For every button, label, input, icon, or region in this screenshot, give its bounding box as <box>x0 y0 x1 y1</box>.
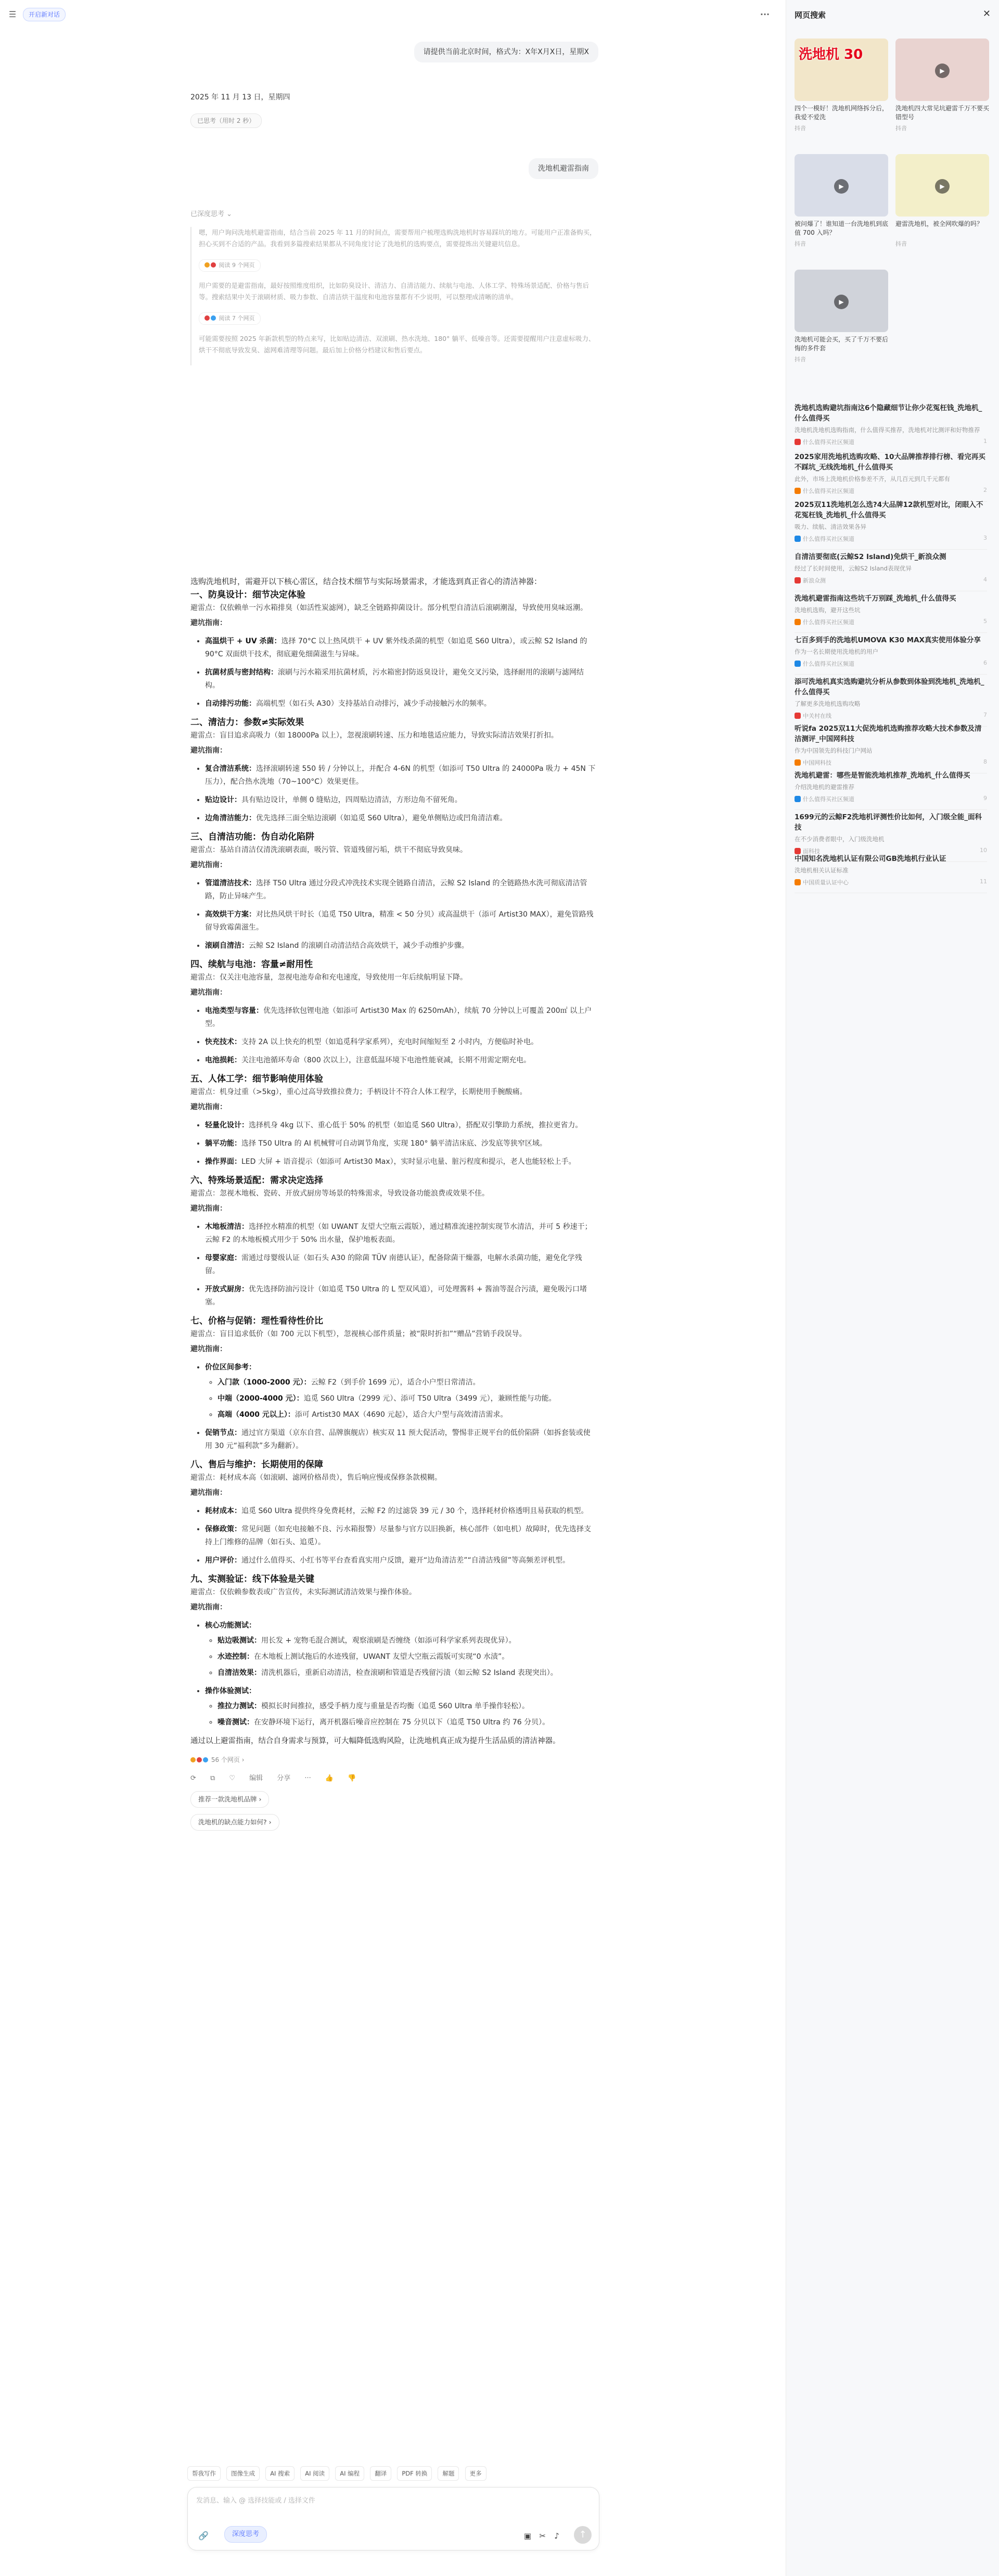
copy-icon[interactable]: ⧉ <box>210 1774 215 1782</box>
tip-list <box>190 1361 596 1453</box>
section-pitfall: 避雷点：耗材成本高（如滚刷、滤网价格昂贵），售后响应慢或保修条款模糊。 <box>190 1474 442 1482</box>
video-card[interactable]: 洗地机 30 四个一模好！洗地机网络拆分后，我爱不爱洗 抖音 <box>795 39 888 132</box>
video-thumbnail: ▶ <box>795 270 888 332</box>
site-favicon-icon <box>795 879 801 885</box>
thinking-paragraph: 用户需要的是避雷指南，最好按照维度组织，比如防臭设计、清洁力、自清洁能力、续航与电池、人体工学、特殊场景适配、价格与售后等。搜索结果中关于滚刷材质、吸力参数、自清洁烘干温度和电池容量都有不少说明，可以整理成清晰的清单。 <box>199 282 590 301</box>
image-icon[interactable]: ▣ <box>523 2531 531 2541</box>
more-options-icon[interactable]: ··· <box>760 9 770 19</box>
mic-icon[interactable]: ♪ <box>554 2531 559 2541</box>
section-guide-label: 避坑指南： <box>190 619 227 627</box>
section-pitfall: 避雷点：盲目追求低价（如 700 元以下机型），忽视核心部件质量；被“限时折扣”“赠品”营销手段误导。 <box>190 1330 527 1338</box>
section-guide-label: 避坑指南： <box>190 1345 227 1353</box>
tip-list <box>190 763 596 825</box>
search-result[interactable]: 洗地机避雷：哪些是智能洗地机推荐_洗地机_什么值得买 介绍洗地机的避雷推荐 什么值得买社区频道 9 <box>795 770 987 810</box>
tip-item: • 木地板清洁：选择控水精准的机型（如 UWANT 友望大空瓶云霞版），通过精准流速控制实现节水清洁，并可 5 秒速干；云鲸 F2 的木地板模式用少于 50% 出水量，保护地板表面。 <box>205 1221 596 1247</box>
tip-item: • 贴边设计：具有贴边设计，单侧 0 缝贴边，四周贴边清洁，方形边角不留死角。 <box>205 794 596 807</box>
video-thumbnail: 洗地机 30 <box>795 39 888 101</box>
message-actions <box>190 1772 596 1785</box>
top-bar <box>0 0 786 29</box>
tip-item: • 边角清洁能力：优先选择三面全贴边滚刷（如追觅 S60 Ultra），避免单侧贴边或凹角清洁难。 <box>205 812 596 825</box>
favorite-icon[interactable]: ♡ <box>229 1774 236 1782</box>
video-card[interactable]: ▶ 避雷洗地机，被全网吹爆的吗？ 抖音 <box>895 154 989 248</box>
section-heading: 九、实测验证：线下体验是关键 <box>190 1574 314 1584</box>
deep-think-toggle[interactable]: 深度思考 <box>224 2526 267 2543</box>
tool-more[interactable]: 更多 <box>465 2466 486 2481</box>
section-pitfall: 避雷点：仅关注电池容量，忽视电池寿命和充电速度，导致使用一年后续航明显下降。 <box>190 973 467 982</box>
section-guide-label: 避坑指南： <box>190 1489 227 1497</box>
search-result[interactable]: 添可洗地机真实选购避坑分析从参数到体验到洗地机_洗地机_什么值得买 了解更多洗地机选购攻略 中关村在线 7 <box>795 677 987 727</box>
tool-bar <box>187 2466 604 2480</box>
sub-tip-item: ◦ 高端（4000 元以上）：添可 Artist30 MAX（4690 元起），适合大户型与高效清洁需求。 <box>217 1408 596 1422</box>
share-button[interactable]: 分享 <box>277 1774 291 1782</box>
section-pitfall: 避雷点：仅依赖单一污水箱排臭（如活性炭滤网），缺乏全链路抑菌设计。部分机型自清洁后滚刷潮湿，导致使用臭味返潮。 <box>190 604 587 612</box>
section-guide-label: 避坑指南： <box>190 1603 227 1611</box>
section-heading: 八、售后与维护：长期使用的保障 <box>190 1460 323 1470</box>
section-guide-label: 避坑指南： <box>190 1204 227 1213</box>
web-search-panel <box>786 0 999 2576</box>
section-heading: 三、自清洁功能：伪自动化陷阱 <box>190 832 314 842</box>
close-icon[interactable]: ✕ <box>982 8 991 19</box>
tip-item: • 核心功能测试： ◦ 贴边吸测试：用长发 + 宠物毛混合测试，观察滚刷是否缠绕（如添可科学家系列表现优异）。 ◦ 水迹控制：在木地板上测试拖后的水迹残留，UWANT 友望大空瓶云霞版可实现“0 水渍”。 ◦ 自清洁效果：清洗机器后，重新启动清洁，检查滚刷和管道是否残留污渍（如云鲸 S2 Island 表现突出）。 <box>205 1619 596 1680</box>
thinking-toggle[interactable]: 已思考（用时 2 秒） <box>190 113 262 128</box>
references-link[interactable]: 56 个网页 › <box>190 1755 596 1764</box>
video-card[interactable]: ▶ 被问爆了！谁知道一台洗地机到底值 700 入吗？ 抖音 <box>795 154 888 248</box>
tool-writing[interactable]: 帮我写作 <box>187 2466 221 2481</box>
sub-tip-item: ◦ 入门款（1000-2000 元）：云鲸 F2（到手价 1699 元），适合小户型日常清洁。 <box>217 1376 596 1389</box>
video-card[interactable]: ▶ 洗地机四大常见坑避雷千万不要买错型号 抖音 <box>895 39 989 132</box>
site-favicon-icon <box>795 488 801 494</box>
thinking-paragraph: 嗯，用户询问洗地机避雷指南，结合当前 2025 年 11 月的时间点，需要帮用户梳理选购洗地机时容易踩坑的地方。可能用户正准备购买，担心买到不合适的产品。我看到多篇搜索结果都从不同角度讨论了洗地机的选购要点，需要提炼出关键避坑信息。 <box>199 229 596 248</box>
tip-item: • 管道清洁技术：选择 T50 Ultra 通过分段式冲洗技术实现全链路自清洁，云鲸 S2 Island 的全链路热水洗可彻底清洁管路，防止异味产生。 <box>205 877 596 903</box>
video-card[interactable]: ▶ 洗地机可能会买，买了千万不要后悔的多件套 抖音 <box>795 270 888 363</box>
user-message: 洗地机避雷指南 <box>529 158 598 179</box>
section-pitfall: 避雷点：机身过重（>5kg），重心过高导致推拉费力；手柄设计不符合人体工程学，长期使用手腕酸痛。 <box>190 1088 527 1096</box>
source-chip[interactable]: 阅读 7 个网页 <box>199 312 261 325</box>
sub-tip-item: ◦ 贴边吸测试：用长发 + 宠物毛混合测试，观察滚刷是否缠绕（如添可科学家系列表现优异）。 <box>217 1634 596 1647</box>
tip-item: • 操作体验测试： ◦ 推拉力测试：模拟长时间推拉，感受手柄力度与重量是否均衡（追觅 S60 Ultra 单手操作轻松）。 ◦ 噪音测试：在安静环境下运行，离开机器后噪音应控制在 75 分贝以下（追觅 T50 Ultra 约 76 分贝）。 <box>205 1685 596 1729</box>
sub-tip-item: ◦ 自清洁效果：清洗机器后，重新启动清洁，检查滚刷和管道是否残留污渍（如云鲸 S2 Island 表现突出）。 <box>217 1667 596 1680</box>
send-button[interactable]: ↑ <box>574 2526 592 2544</box>
answer-intro: 选购洗地机时，需避开以下核心雷区，结合技术细节与实际场景需求，才能选到真正省心的清洁神器： <box>190 577 542 586</box>
tip-item: • 快充技术：支持 2A 以上快充的机型（如追觅科学家系列），充电时间缩短至 2 小时内，方便临时补电。 <box>205 1036 596 1049</box>
section-pitfall: 避雷点：盲目追求高吸力（如 18000Pa 以上），忽视滚刷转速、压力和地毯适应能力，导致实际清洁效果打折扣。 <box>190 731 558 740</box>
tip-item: • 抗菌材质与密封结构：滚刷与污水箱采用抗菌材质，污水箱密封防返臭设计，避免交叉污染，选择耐用的滚刷与滤网结构。 <box>205 666 596 692</box>
thinking-block <box>190 227 599 365</box>
tool-read[interactable]: AI 阅读 <box>300 2466 329 2481</box>
search-result[interactable]: 七百多到手的洗地机UMOVA K30 MAX真实使用体验分享 作为一名长期使用洗地机的用户 什么值得买社区频道 6 <box>795 635 987 675</box>
message-composer[interactable] <box>187 2487 599 2550</box>
edit-button[interactable]: 编辑 <box>249 1774 263 1782</box>
section-guide-label: 避坑指南： <box>190 746 227 755</box>
section-pitfall: 避雷点：基站自清洁仅清洗滚刷表面，吸污管、管道残留污垢，烘干不彻底导致臭味。 <box>190 846 467 854</box>
section-heading: 四、续航与电池：容量≠耐用性 <box>190 959 313 970</box>
tip-list <box>190 635 596 710</box>
search-result[interactable]: 2025家用洗地机选购攻略、10大品牌推荐排行榜、看完再买不踩坑_无线洗地机_什么值得买 此外，市场上洗地机价格参差不齐，从几百元到几千元都有 什么值得买社区频道 2 <box>795 452 987 502</box>
section-heading: 七、价格与促销：理性看待性价比 <box>190 1316 323 1326</box>
more-icon[interactable]: ··· <box>304 1774 311 1782</box>
attach-icon[interactable]: 🔗 <box>198 2531 209 2541</box>
site-favicon-icon <box>795 796 801 802</box>
tip-item: • 操作界面：LED 大屏 + 语音提示（如添可 Artist30 Max），实时显示电量、脏污程度和提示，老人也能轻松上手。 <box>205 1156 596 1169</box>
user-message: 请提供当前北京时间，格式为：X年X月X日，星期X <box>414 42 598 62</box>
section-guide-label: 避坑指南： <box>190 988 227 997</box>
video-thumbnail: ▶ <box>795 154 888 217</box>
answer-body <box>190 575 596 1831</box>
thinking-paragraph: 可能需要按照 2025 年新款机型的特点来写，比如贴边清洁、双滚刷、热水洗地、180° 躺平、低噪音等。还需要提醒用户注意虚标吸力、烘干不彻底导致发臭、滤网难清理等问题。最后加上价格分档建议和售后要点。 <box>199 335 595 354</box>
site-favicon-icon <box>795 577 801 583</box>
tip-item: • 自动排污功能：高端机型（如石头 A30）支持基站自动排污，减少手动接触污水的频率。 <box>205 697 596 710</box>
search-result[interactable]: 洗地机避雷指南这些坑千万别踩_洗地机_什么值得买 洗地机选购，避开这些坑 什么值得买社区频道 5 <box>795 593 987 633</box>
tip-list <box>190 1221 596 1309</box>
sub-tip-item: ◦ 中端（2000-4000 元）：追觅 S60 Ultra（2999 元）、添可 T50 Ultra（3499 元），兼顾性能与功能。 <box>217 1392 596 1405</box>
source-chip[interactable]: 阅读 9 个网页 <box>199 259 261 272</box>
sub-tip-item: ◦ 噪音测试：在安静环境下运行，离开机器后噪音应控制在 75 分贝以下（追觅 T50 Ultra 约 76 分贝）。 <box>217 1716 596 1729</box>
tip-list <box>190 1619 596 1729</box>
section-pitfall: 避雷点：忽视木地板、瓷砖、开放式厨房等场景的特殊需求，导致设备功能浪费或效果不佳。 <box>190 1189 489 1198</box>
tip-item: • 用户评价：通过什么值得买、小红书等平台查看真实用户反馈，避开“边角清洁差”“自清洁残留”等高频差评机型。 <box>205 1554 596 1567</box>
search-result[interactable]: 洗地机选购避坑指南这6个隐藏细节让你少花冤枉钱_洗地机_什么值得买 洗地机洗地机选购指南，什么值得买推荐，洗地机对比测评和好物推荐 什么值得买社区频道 1 <box>795 403 987 453</box>
tip-item: • 轻量化设计：选择机身 4kg 以下、重心低于 50% 的机型（如追觅 S60 Ultra），搭配双引擎助力系统，推拉更省力。 <box>205 1119 596 1132</box>
tip-item: • 开放式厨房：优先选择防油污设计（如追觅 T50 Ultra 的 L 型双风道），可处理酱料 + 酱油等混合污渍，避免吸污口堵塞。 <box>205 1283 596 1309</box>
search-result[interactable]: 听说fa 2025双11大促洗地机选购推荐攻略大技术参数及清洁测评_中国网科技 作为中国领先的科技门户网站 中国网科技 8 <box>795 724 987 773</box>
search-result[interactable]: 自清洁要彻底(云鲸S2 Island)免烘干_新浪众测 经过了长时间使用，云鲸S2 Island表现优异 新浪众测 4 <box>795 552 987 591</box>
tip-item: • 电池类型与容量：优先选择软包锂电池（如添可 Artist30 Max 的 6250mAh），续航 70 分钟以上可覆盖 200㎡ 以上户型。 <box>205 1005 596 1031</box>
site-favicon-icon <box>795 759 801 766</box>
sub-tip-item: ◦ 推拉力测试：模拟长时间推拉，感受手柄力度与重量是否均衡（追觅 S60 Ultra 单手操作轻松）。 <box>217 1700 596 1713</box>
thumbs-down-icon[interactable]: 👎 <box>348 1774 356 1782</box>
tip-item: • 母婴家庭：需通过母婴级认证（如石头 A30 的除菌 TÜV 南德认证），配备除菌干燥器，电解水杀菌功能，避免化学残留。 <box>205 1252 596 1278</box>
scissors-icon[interactable]: ✂ <box>539 2531 546 2541</box>
new-chat-button[interactable]: 开启新对话 <box>23 8 66 21</box>
tip-item: • 价位区间参考： ◦ 入门款（1000-2000 元）：云鲸 F2（到手价 1699 元），适合小户型日常清洁。 ◦ 中端（2000-4000 元）：追觅 S60 Ultra（2999 元）、添可 T50 Ultra（3499 元），兼顾性能与功能。 ◦ 高端（4000 元以上）：添可 Artist30 MAX（4690 元起），适合大户型与高效清洁需求。 <box>205 1361 596 1422</box>
tool-pdf[interactable]: PDF 转换 <box>397 2466 432 2481</box>
search-result[interactable]: 2025双11洗地机怎么选?4大品牌12款机型对比，闭眼入不花冤枉钱_洗地机_什么值得买 吸力、续航、清洁效果各异 什么值得买社区频道 3 <box>795 500 987 550</box>
tip-item: • 促销节点：通过官方渠道（京东自营、品牌旗舰店）核实双 11 预大促活动，警惕非正规平台的低价陷阱（如拆套装或使用 30 元“福利款”多为翻新）。 <box>205 1427 596 1453</box>
assistant-answer-date: 2025 年 11 月 13 日，星期四 <box>190 93 290 101</box>
section-guide-label: 避坑指南： <box>190 1103 227 1111</box>
tip-list <box>190 1005 596 1067</box>
section-pitfall: 避雷点：仅依赖参数表或广告宣传，未实际测试清洁效果与操作体验。 <box>190 1588 416 1596</box>
section-heading: 五、人体工学：细节影响使用体验 <box>190 1074 323 1084</box>
video-thumbnail: ▶ <box>895 39 989 101</box>
answer-conclusion: 通过以上避雷指南，结合自身需求与预算，可大幅降低选购风险，让洗地机真正成为提升生活品质的清洁神器。 <box>190 1737 560 1745</box>
thumbs-up-icon[interactable]: 👍 <box>325 1774 334 1782</box>
tool-code[interactable]: AI 编程 <box>335 2466 364 2481</box>
tip-item: • 高效烘干方案：对比热风烘干时长（追觅 T50 Ultra，精准 < 50 分贝）或高温烘干（添可 Artist30 MAX），避免管路残留导致霉菌滋生。 <box>205 908 596 934</box>
tool-image[interactable]: 图像生成 <box>226 2466 260 2481</box>
tip-item: • 滚刷自清洁：云鲸 S2 Island 的滚刷自动清洁结合高效烘干，减少手动维护步骤。 <box>205 940 596 953</box>
tool-translate[interactable]: 翻译 <box>370 2466 391 2481</box>
video-thumbnail: ▶ <box>895 154 989 217</box>
tip-item: • 高温烘干 + UV 杀菌：选择 70°C 以上热风烘干 + UV 紫外线杀菌的机型（如追觅 S60 Ultra），或云鲸 S2 Island 的 90°C 双面烘干技术，彻底避免细菌滋生与异味。 <box>205 635 596 661</box>
tip-item: • 电池损耗：关注电池循环寿命（800 次以上），注意低温环境下电池性能衰减，长期不用需定期充电。 <box>205 1054 596 1067</box>
section-heading: 二、清洁力：参数≠实际效果 <box>190 717 304 728</box>
tip-item: • 躺平功能：选择 T50 Ultra 的 AI 机械臂可自动调节角度，实现 180° 躺平清洁床底、沙发底等狭窄区域。 <box>205 1137 596 1150</box>
section-heading: 一、防臭设计：细节决定体验 <box>190 590 305 600</box>
search-result[interactable]: 1699元的云鲸F2洗地机评测性价比如何，入门级全能_面科技 在不少消费者眼中，入门级洗地机 面科技 10 <box>795 812 987 862</box>
section-heading: 六、特殊场景适配：需求决定选择 <box>190 1175 323 1186</box>
tip-list <box>190 1119 596 1169</box>
tip-list <box>190 877 596 953</box>
search-result[interactable]: 中国知名洗地机认证有限公司GB洗地机行业认证 洗地机相关认证标准 中国质量认证中心 11 <box>795 854 987 893</box>
site-favicon-icon <box>795 661 801 667</box>
tip-list <box>190 1505 596 1567</box>
tip-item: • 保修政策：常见问题（如充电接触不良、污水箱报警）尽量参与官方以旧换新，核心部件（如电机）故障时，优先选择支持上门维修的品牌（如石头、追觅）。 <box>205 1523 596 1549</box>
regenerate-icon[interactable]: ⟳ <box>190 1774 196 1782</box>
tip-item: • 复合清洁系统：选择滚刷转速 550 转 / 分钟以上，并配合 4-6N 的机型（如添可 T50 Ultra 的 24000Pa 吸力 + 45N 下压力），配合热水洗地（70~100°C）效果更佳。 <box>205 763 596 789</box>
panel-title: 网页搜索 <box>795 10 826 20</box>
site-favicon-icon <box>795 439 801 445</box>
tool-search[interactable]: AI 搜索 <box>265 2466 294 2481</box>
tip-item: • 耗材成本：追觅 S60 Ultra 提供终身免费耗材，云鲸 F2 的过滤袋 39 元 / 30 个，选择耗材价格透明且易获取的机型。 <box>205 1505 596 1518</box>
sidebar-toggle-icon[interactable]: ☰ <box>8 9 17 19</box>
suggestion-chip[interactable]: 洗地机的缺点能力如何? › <box>190 1814 279 1831</box>
section-guide-label: 避坑指南： <box>190 861 227 869</box>
site-favicon-icon <box>795 536 801 542</box>
site-favicon-icon <box>795 619 801 625</box>
suggestion-chip[interactable]: 推荐一款洗地机品牌 › <box>190 1791 269 1808</box>
tool-solve[interactable]: 解题 <box>438 2466 459 2481</box>
sub-tip-item: ◦ 水迹控制：在木地板上测试拖后的水迹残留，UWANT 友望大空瓶云霞版可实现“0 水渍”。 <box>217 1651 596 1664</box>
deep-thinking-toggle[interactable]: 已深度思考 ⌄ <box>190 210 233 218</box>
composer-input[interactable]: 发消息、输入 @ 选择技能或 / 选择文件 <box>196 2497 315 2505</box>
site-favicon-icon <box>795 713 801 719</box>
